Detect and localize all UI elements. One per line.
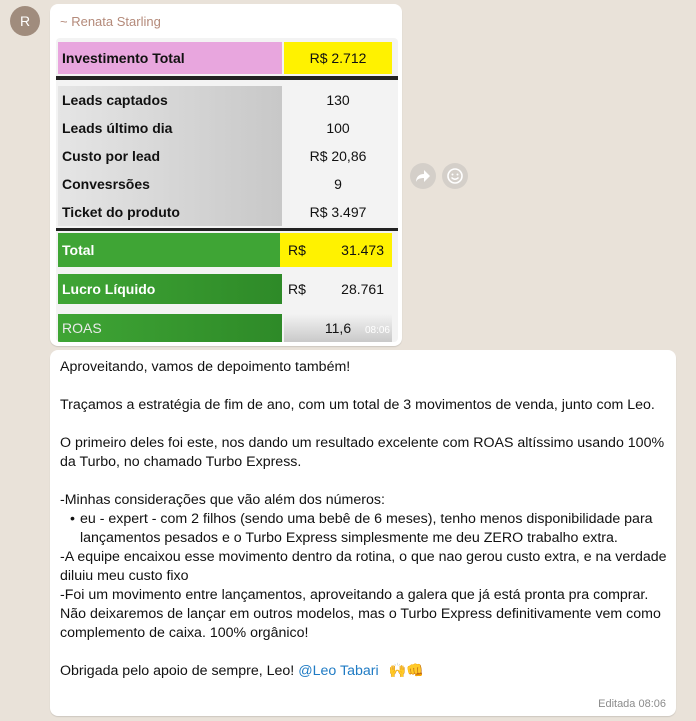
report-value: R$ 3.497 bbox=[309, 204, 367, 220]
report-value: 9 bbox=[334, 176, 342, 192]
report-value: R$ 20,86 bbox=[309, 148, 367, 164]
report-value: 11,6 bbox=[284, 314, 392, 342]
report-row bbox=[56, 198, 398, 226]
avatar-initial: R bbox=[19, 13, 31, 29]
report-row-roas bbox=[56, 314, 398, 342]
report-row-total bbox=[56, 233, 398, 267]
message-paragraph: -A equipe encaixou esse movimento dentro da rotina, o que nao gerou custo extra, e na verdade diluiu meu custo fixo bbox=[60, 549, 667, 584]
amount: 28.761 bbox=[341, 281, 384, 297]
report-label: Custo por lead bbox=[58, 142, 282, 170]
report-value: R$ 2.712 bbox=[284, 42, 392, 74]
report-label: Lucro Líquido bbox=[58, 274, 282, 304]
emoji-icon bbox=[447, 168, 463, 184]
react-button[interactable] bbox=[442, 163, 468, 189]
report-image[interactable] bbox=[56, 38, 398, 342]
message-paragraph: Traçamos a estratégia de fim de ano, com um total de 3 movimentos de venda, junto com Leo. bbox=[60, 397, 655, 413]
report-value: 130 bbox=[326, 92, 350, 108]
text-message-bubble[interactable] bbox=[50, 350, 676, 716]
divider bbox=[56, 76, 398, 80]
report-row bbox=[56, 114, 398, 142]
image-timestamp: 08:06 bbox=[364, 325, 390, 336]
report-row-lucro bbox=[56, 274, 398, 304]
report-row-investimento bbox=[56, 42, 398, 74]
report-label: ROAS bbox=[58, 314, 282, 342]
report-row bbox=[56, 86, 398, 114]
report-value: 100 bbox=[326, 120, 350, 136]
forward-button[interactable] bbox=[410, 163, 436, 189]
emoji-text: 🙌👊 bbox=[388, 663, 424, 679]
report-label: Leads último dia bbox=[58, 114, 282, 142]
image-message-bubble[interactable] bbox=[50, 4, 402, 346]
message-paragraph: O primeiro deles foi este, nos dando um resultado excelente com ROAS altíssimo usando 100% da Turbo, no chamado Turbo Express. bbox=[60, 435, 665, 470]
message-body[interactable] bbox=[60, 358, 672, 681]
message-timestamp: Editada 08:06 bbox=[598, 698, 666, 710]
forward-icon bbox=[416, 170, 430, 182]
currency: R$ bbox=[288, 281, 306, 297]
mention-link[interactable]: @Leo Tabari bbox=[298, 663, 379, 679]
divider bbox=[56, 228, 398, 231]
report-value-lucro bbox=[280, 274, 392, 304]
message-closing bbox=[60, 662, 672, 681]
currency: R$ bbox=[288, 242, 306, 258]
report-label: Ticket do produto bbox=[58, 198, 282, 226]
amount: 31.473 bbox=[341, 242, 384, 258]
report-row bbox=[56, 170, 398, 198]
sender-avatar[interactable] bbox=[10, 6, 40, 36]
report-label: Convesrsões bbox=[58, 170, 282, 198]
sender-name[interactable]: ~ Renata Starling bbox=[60, 14, 161, 29]
closing-text: Obrigada pelo apoio de sempre, Leo! bbox=[60, 663, 295, 679]
message-paragraph: -Foi um movimento entre lançamentos, aproveitando a galera que já está pronta pra comprar. Não deixaremos de lançar em outros modelos, mas o Turbo Express definitivamente vem como complemento de caixa. 100% orgânico! bbox=[60, 587, 661, 641]
report-label: Investimento Total bbox=[58, 42, 282, 74]
message-paragraph: -Minhas considerações que vão além dos números: bbox=[60, 492, 385, 508]
report-label: Total bbox=[58, 233, 282, 267]
report-label: Leads captados bbox=[58, 86, 282, 114]
report-row bbox=[56, 142, 398, 170]
message-bullet: • eu - expert - com 2 filhos (sendo uma bebê de 6 meses), tenho menos disponibilidade para lançamentos pesados e o Turbo Express simplesmente me deu ZERO trabalho extra. bbox=[60, 510, 672, 548]
report-value-total bbox=[280, 233, 392, 267]
message-paragraph: Aproveitando, vamos de depoimento também! bbox=[60, 359, 351, 375]
